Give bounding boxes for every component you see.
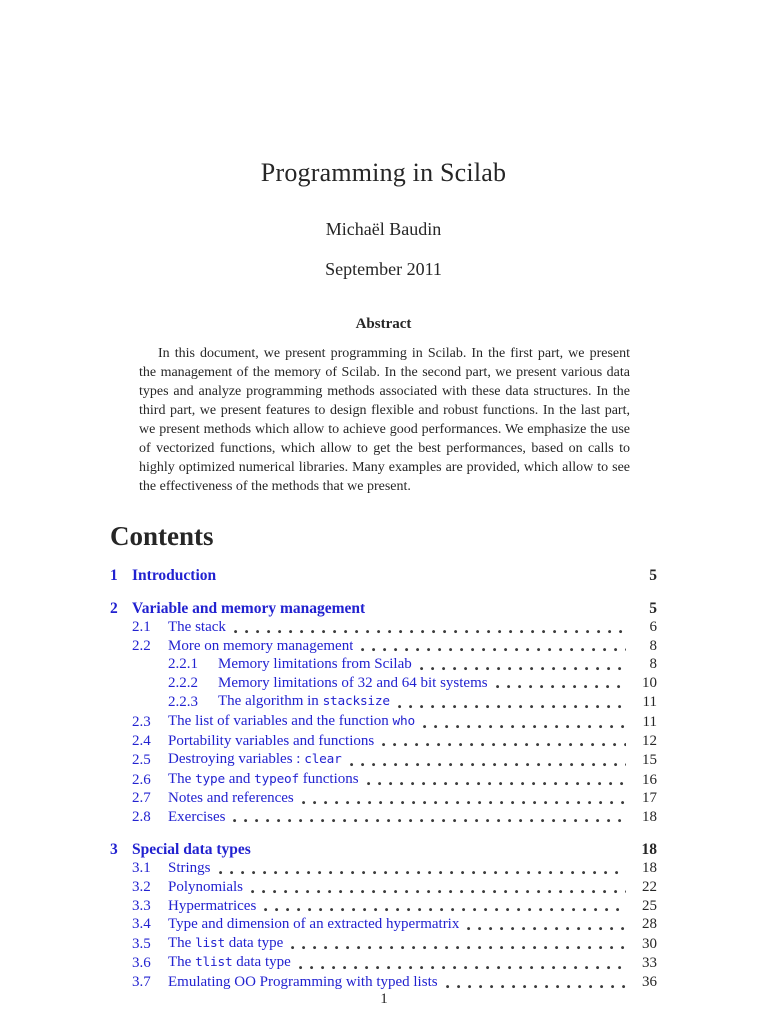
toc-entry-page: 33 — [642, 955, 657, 972]
toc-entry[interactable] — [110, 674, 657, 693]
toc-entry-number: 3.4 — [132, 916, 151, 933]
toc-entry-title: Memory limitations from Scilab — [218, 656, 412, 673]
toc-entry-number: 3.7 — [132, 974, 151, 991]
toc-dot-leader — [350, 763, 626, 767]
toc-entry-number: 3.2 — [132, 879, 151, 896]
toc-entry-title: Type and dimension of an extracted hypermatrix — [168, 916, 460, 933]
toc-dot-leader — [291, 946, 626, 950]
toc-dot-leader — [251, 890, 626, 894]
toc-entry-title: Emulating OO Programming with typed lists — [168, 974, 438, 991]
toc-entry-title: Strings — [168, 860, 211, 877]
toc-entry[interactable] — [110, 859, 657, 878]
toc-entry-page: 8 — [649, 656, 657, 673]
toc-entry[interactable] — [110, 750, 657, 770]
toc-entry-page: 10 — [642, 674, 657, 691]
toc-dot-leader — [382, 743, 626, 747]
toc-dot-leader — [302, 801, 626, 805]
toc-entry[interactable] — [110, 789, 657, 808]
abstract-text: In this document, we present programming in Scilab. In the first part, we present the management of the memory of Scilab. In the second part, we present various data types and analyze programming methods associated with these data structures. In the third part, we present features to design flexible and robust functions. In the last part, we present methods which allow to achieve good performances. We emphasize the use of vectorized functions, which allow to get the best performances, based on calls to highly optimized numerical libraries. Many examples are provided, which allow to see the effectiveness of the methods that we present. — [139, 345, 630, 494]
toc-entry-number: 1 — [110, 566, 118, 584]
toc-entry[interactable] — [110, 712, 657, 732]
toc-entry[interactable] — [110, 840, 657, 859]
toc-entry-title: Polynomials — [168, 879, 244, 896]
toc-dot-leader — [420, 667, 626, 671]
toc-entry-title: Variable and memory management — [132, 599, 366, 617]
toc-dot-leader — [233, 819, 626, 823]
toc-entry-title: The list data type — [168, 934, 284, 951]
toc-entry-title: The list of variables and the function who — [168, 712, 415, 729]
toc-entry-title: Introduction — [132, 566, 217, 584]
toc-dot-leader — [446, 985, 626, 989]
toc-entry-number: 3.1 — [132, 860, 151, 877]
toc-entry[interactable] — [110, 915, 657, 934]
toc-entry[interactable] — [110, 599, 657, 618]
toc-dot-leader — [398, 705, 626, 709]
toc-entry-number: 3.3 — [132, 897, 151, 914]
page-number: 1 — [380, 991, 388, 1007]
toc-entry-title: Special data types — [132, 841, 251, 859]
toc-dot-leader — [264, 908, 626, 912]
toc-entry-page: 25 — [642, 897, 657, 914]
toc-dot-leader — [234, 630, 626, 634]
toc-entry-page: 11 — [642, 713, 657, 730]
abstract-heading: Abstract — [355, 315, 412, 332]
toc-entry-page: 30 — [642, 935, 657, 952]
toc-entry-page: 5 — [649, 599, 657, 617]
toc-entry[interactable] — [110, 808, 657, 827]
toc-entry-page: 5 — [649, 566, 657, 584]
toc-entry-number: 2.2.3 — [168, 694, 198, 711]
toc-entry-page: 8 — [649, 637, 657, 654]
toc-entry-number: 3.6 — [132, 955, 151, 972]
toc-entry[interactable] — [110, 934, 657, 954]
toc-entry[interactable] — [110, 732, 657, 751]
toc-entry-page: 18 — [641, 841, 657, 859]
toc-dot-leader — [224, 578, 626, 582]
toc-entry-number: 2.7 — [132, 790, 151, 807]
toc-entry-number: 2.2.2 — [168, 674, 198, 691]
toc-entry-page: 36 — [642, 974, 657, 991]
toc-entry-number: 2 — [110, 599, 118, 617]
toc-entry-title: Hypermatrices — [168, 897, 257, 914]
toc-entry-number: 3.5 — [132, 935, 151, 952]
toc-entry-page: 18 — [642, 808, 657, 825]
toc-entry[interactable] — [110, 566, 657, 585]
toc-entry-number: 2.4 — [132, 732, 151, 749]
toc-entry[interactable] — [110, 973, 657, 992]
toc-entry-title: The stack — [168, 618, 226, 635]
toc-dot-leader — [496, 685, 626, 689]
toc-entry-page: 12 — [642, 732, 657, 749]
toc-entry-title: More on memory management — [168, 637, 354, 654]
contents-heading: Contents — [110, 520, 214, 551]
toc-entry-number: 2.2 — [132, 637, 151, 654]
toc-entry[interactable] — [110, 878, 657, 897]
toc-entry-title: Destroying variables : clear — [168, 751, 342, 768]
toc-dot-leader — [361, 648, 626, 652]
toc-entry-number: 2.5 — [132, 752, 151, 769]
toc-entry[interactable] — [110, 618, 657, 637]
table-of-contents — [110, 566, 657, 992]
toc-entry-number: 2.1 — [132, 618, 151, 635]
toc-entry[interactable] — [110, 953, 657, 973]
toc-entry[interactable] — [110, 692, 657, 712]
toc-entry-page: 17 — [642, 790, 657, 807]
toc-entry[interactable] — [110, 655, 657, 674]
toc-entry-page: 6 — [649, 618, 657, 635]
document-author: Michaël Baudin — [325, 218, 442, 239]
toc-dot-leader — [423, 725, 626, 729]
toc-entry-title: Exercises — [168, 808, 226, 825]
toc-dot-leader — [299, 966, 626, 970]
toc-entry-number: 3 — [110, 841, 118, 859]
toc-entry-number: 2.2.1 — [168, 656, 198, 673]
toc-entry[interactable] — [110, 897, 657, 916]
toc-entry-title: The algorithm in stacksize — [218, 693, 390, 710]
toc-dot-leader — [367, 782, 626, 786]
toc-entry-page: 16 — [642, 771, 657, 788]
toc-entry-page: 18 — [642, 860, 657, 877]
toc-entry-number: 2.3 — [132, 713, 151, 730]
toc-entry[interactable] — [110, 637, 657, 656]
toc-entry-page: 15 — [642, 752, 657, 769]
toc-entry-title: Portability variables and functions — [168, 732, 375, 749]
toc-entry-page: 28 — [642, 916, 657, 933]
toc-entry-page: 11 — [642, 694, 657, 711]
toc-dot-leader — [219, 871, 626, 875]
toc-dot-leader — [467, 927, 626, 931]
toc-entry-title: The type and typeof functions — [168, 770, 359, 787]
toc-dot-leader — [259, 852, 626, 856]
toc-entry-page: 22 — [642, 879, 657, 896]
toc-entry-number: 2.8 — [132, 808, 151, 825]
toc-entry-title: Memory limitations of 32 and 64 bit systems — [218, 674, 488, 691]
toc-entry[interactable] — [110, 770, 657, 790]
toc-entry-title: The tlist data type — [168, 954, 291, 971]
toc-entry-number: 2.6 — [132, 771, 151, 788]
document-title: Programming in Scilab — [260, 158, 507, 187]
toc-dot-leader — [373, 611, 626, 615]
document-date: September 2011 — [325, 258, 442, 279]
toc-entry-title: Notes and references — [168, 790, 294, 807]
